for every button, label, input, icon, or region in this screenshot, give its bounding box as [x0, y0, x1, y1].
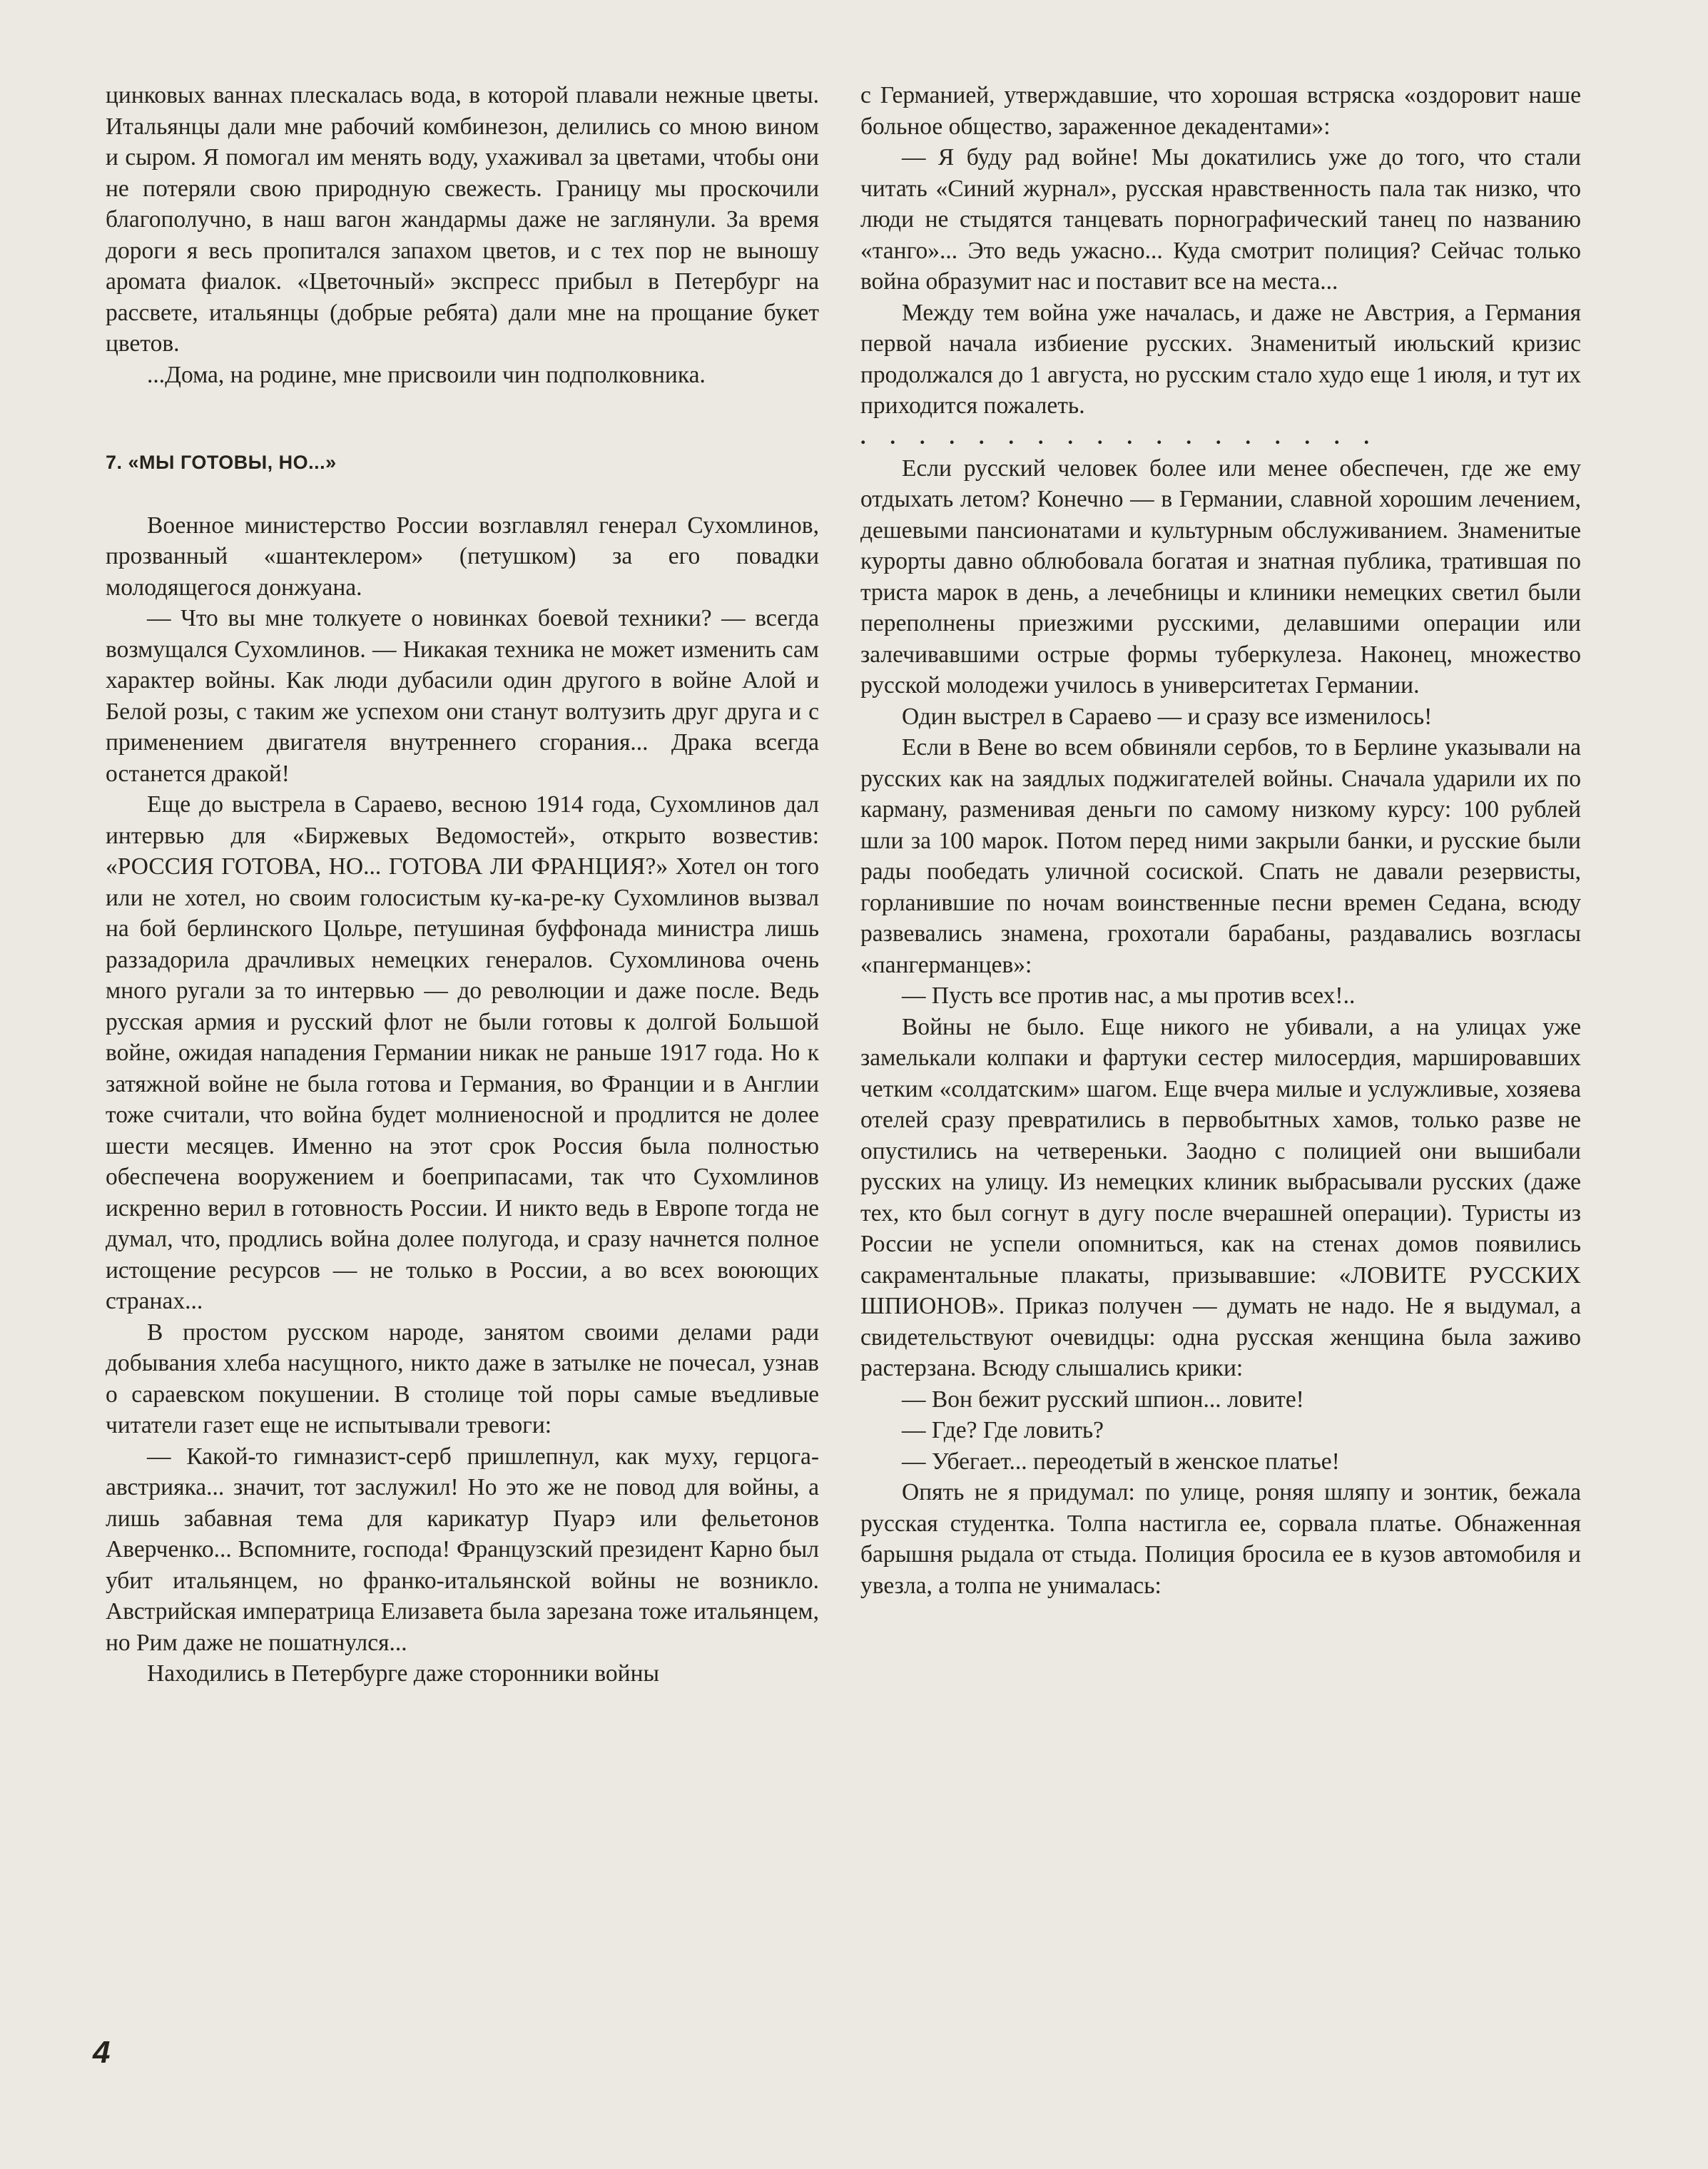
paragraph: — Что вы мне толкуете о новинках боевой техники? — всегда возмущался Сухомлинов. — Никакая техника не может изменить сам характер войны. Как люди дубасили один другого в войне Алой и Белой розы, с таким же успехом они станут волтузить друг друга и с применением двигателя внутреннего сгорания... Драка всегда останется дракой!: [106, 605, 819, 787]
paragraph: Если русский человек более или менее обеспечен, где же ему отдыхать летом? Конечно — в Германии, славной хорошим лечением, дешевыми пансионатами и культурным обслуживанием. Знаменитые курорты давно облюбовала богатая и знатная публика, тратившая по триста марок в день, а лечебницы и клиники немецких светил были переполнены приезжими русскими, делавшими операции или залечивавшими острые формы туберкулеза. Наконец, множество русской молодежи училось в университетах Германии.: [860, 454, 1581, 699]
paragraph: Между тем война уже началась, и даже не Австрия, а Германия первой начала избиение русских. Знаменитый июльский кризис продолжался до 1 августа, но русским стало худо еще 1 июля, и тут их приходится пожалеть.: [860, 299, 1581, 419]
left-column: [106, 80, 819, 1690]
paragraph: Еще до выстрела в Сараево, весною 1914 года, Сухомлинов дал интервью для «Биржевых Ведомостей», открыто возвестив: «РОССИЯ ГОТОВА, НО... ГОТОВА ЛИ ФРАНЦИЯ?» Хотел он того или не хотел, но своим голосистым ку-ка-ре-ку Сухомлинов вызвал на бой берлинского Цольре, петушиная буффонада министра лишь раззадорила драчливых немецких генералов. Сухомлинова очень много ругали за то интервью — до революции и даже после. Ведь русская армия и русский флот не были готовы к долгой Большой войне, ожидая нападения Германии никак не раньше 1917 года. Но к затяжной войне не была готова и Германия, во Франции и в Англии тоже считали, что война будет молниеносной и продлится не долее шести месяцев. Именно на этот срок Россия была полностью обеспечена вооружением и боеприпасами, так что Сухомлинов искренно верил в готовность России. И никто ведь в Европе тогда не думал, что, продлись война долее полугода, и сразу начнется полное истощение ресурсов — не только в России, а во всех воюющих странах...: [106, 791, 819, 1314]
paragraph: Если в Вене во всем обвиняли сербов, то в Берлине указывали на русских как на заядлых поджигателей войны. Сначала ударили их по карману, разменивая деньги по самому низкому курсу: 100 рублей шли за 100 марок. Потом перед ними закрыли банки, и русские были рады пообедать уличной сосиской. Спать не давали резервисты, горланившие по ночам воинственные песни времен Седана, всюду развевались знамена, грохотали барабаны, раздавались возгласы «пангерманцев»:: [860, 734, 1581, 978]
paragraph: — Вон бежит русский шпион... ловите!: [902, 1386, 1304, 1413]
paragraph: Войны не было. Еще никого не убивали, а на улицах уже замелькали колпаки и фартуки сестер милосердия, маршировавших четким «солдатским» шагом. Еще вчера милые и услужливые, хозяева отелей сразу превратились в первобытных хамов, только разве не опустились на четвереньки. Заодно с полицией они вышибали русских на улицу. Из немецких клиник выбрасывали русских (даже тех, кто был согнут в дугу после вчерашней операции). Туристы из России не успели опомниться, как на стенах домов появились сакраментальные плакаты, призывавшие: «ЛОВИТЕ РУССКИХ ШПИОНОВ». Приказ получен — думать не надо. Не я выдумал, а свидетельствуют очевидцы: одна русская женщина была заживо растерзана. Всюду слышались крики:: [860, 1013, 1581, 1381]
paragraph: с Германией, утверждавшие, что хорошая встряска «оздоровит наше больное общество, зараженное декадентами»:: [860, 82, 1581, 140]
paragraph: — Убегает... переодетый в женское платье!: [902, 1448, 1340, 1475]
paragraph: ...Дома, на родине, мне присвоили чин подполковника.: [147, 361, 706, 388]
paragraph: — Какой-то гимназист-серб пришлепнул, как муху, герцога-австрияка... значит, тот заслужил! Но это же не повод для войны, а лишь забавная тема для карикатур Пуарэ или фельетонов Аверченко... Вспомните, господа! Французский президент Карно был убит итальянцем, но франко-итальянской войны не возникло. Австрийская императрица Елизавета была зарезана тоже итальянцем, но Рим даже не пошатнулся...: [106, 1443, 819, 1656]
paragraph: — Я буду рад войне! Мы докатились уже до того, что стали читать «Синий журнал», русская нравственность пала так низко, что люди не стыдятся танцевать порнографический танец по названию «танго»... Это ведь ужасно... Куда смотрит полиция? Сейчас только война образумит нас и поставит все на места...: [860, 144, 1581, 295]
paragraph: — Пусть все против нас, а мы против всех!..: [902, 982, 1356, 1009]
section-divider: ..................: [860, 425, 1393, 449]
page-number: 4: [93, 2035, 111, 2070]
paragraph: Находились в Петербурге даже сторонники войны: [147, 1660, 660, 1687]
paragraph: Один выстрел в Сараево — и сразу все изменилось!: [902, 703, 1433, 730]
paragraph: Опять не я придумал: по улице, роняя шляпу и зонтик, бежала русская студентка. Толпа настигла ее, сорвала платье. Обнаженная барышня рыдала от стыда. Полиция бросила ее в кузов автомобиля и увезла, а толпа не унималась:: [860, 1479, 1581, 1599]
paragraph: — Где? Где ловить?: [902, 1417, 1104, 1443]
paragraph: Военное министерство России возглавлял генерал Сухомлинов, прозванный «шантеклером» (петушком) за его повадки молодящегося донжуана.: [106, 512, 819, 601]
paragraph: цинковых ваннах плескалась вода, в которой плавали нежные цветы. Итальянцы дали мне рабочий комбинезон, делились со мною вином и сыром. Я помогал им менять воду, ухаживал за цветами, чтобы они не потеряли свою природную свежесть. Границу мы проскочили благополучно, в наш вагон жандармы даже не заглянули. За время дороги я весь пропитался запахом цветов, и с тех пор не выношу аромата фиалок. «Цветочный» экспресс прибыл в Петербург на рассвете, итальянцы (добрые ребята) дали мне на прощание букет цветов.: [106, 82, 819, 357]
paragraph: В простом русском народе, занятом своими делами ради добывания хлеба насущного, никто даже в затылке не почесал, узнав о сараевском покушении. В столице той поры самые въедливые читатели газет еще не испытывали тревоги:: [106, 1319, 819, 1438]
right-column: [860, 80, 1581, 1601]
chapter-heading: 7. «МЫ ГОТОВЫ, НО...»: [106, 452, 337, 473]
